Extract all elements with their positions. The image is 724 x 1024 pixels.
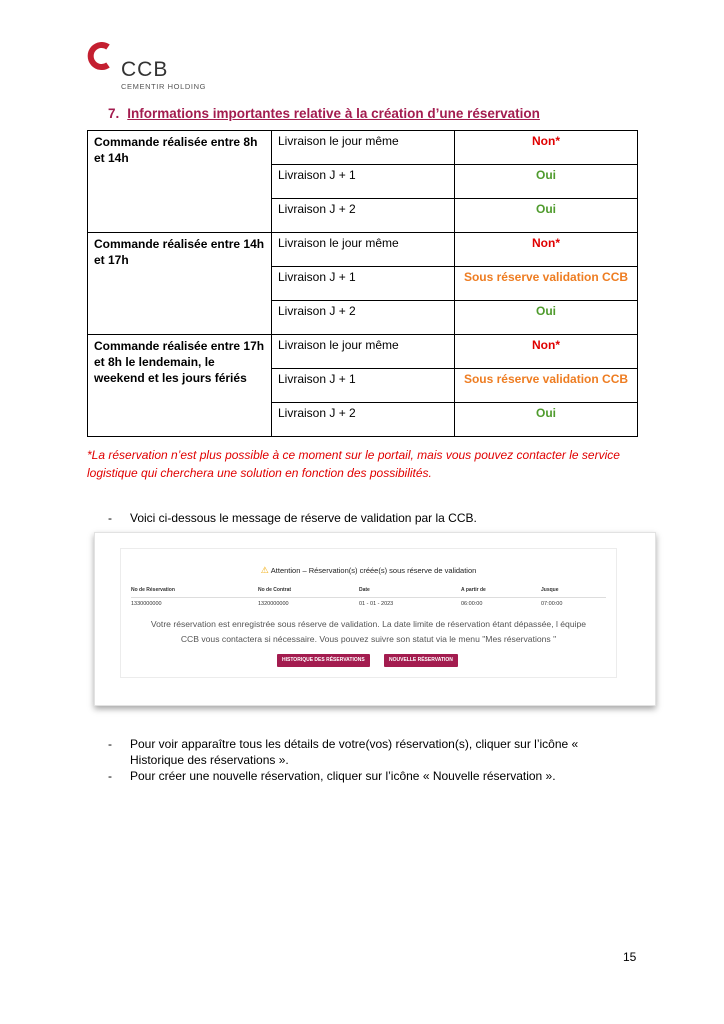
- card-title: [121, 565, 616, 576]
- delivery-cell: Livraison le jour même: [272, 131, 455, 165]
- delivery-cell: Livraison J + 2: [272, 199, 455, 233]
- delivery-cell: Livraison J + 2: [272, 403, 455, 437]
- table-row: [88, 335, 638, 369]
- column-header: Jusque: [541, 587, 559, 593]
- card-title-text: Attention – Réservation(s) créée(s) sous réserve de validation: [270, 566, 477, 575]
- result-cell: Oui: [455, 165, 638, 199]
- delivery-cell: Livraison J + 1: [272, 369, 455, 403]
- footnote: *La réservation n’est plus possible à ce moment sur le portail, mais vous pouvez contacter le service logistique qui cherchera une solution en fonction des possibilités.: [87, 448, 620, 480]
- delivery-cell: Livraison J + 2: [272, 301, 455, 335]
- delivery-cell: Livraison J + 1: [272, 267, 455, 301]
- bullet-dash: -: [108, 769, 112, 783]
- table-row: [88, 233, 638, 267]
- result-cell: Oui: [455, 301, 638, 335]
- reservation-rules-table: [87, 130, 638, 437]
- brand-name: CCB: [121, 58, 169, 81]
- column-header: A partir de: [461, 587, 486, 593]
- validation-card: [120, 548, 617, 678]
- warning-icon: ⚠: [260, 565, 269, 575]
- column-header: Date: [359, 587, 370, 593]
- bullet-text: Pour créer une nouvelle réservation, cliquer sur l’icône « Nouvelle réservation ».: [130, 769, 556, 783]
- condition-cell: Commande réalisée entre 14h et 17h: [88, 233, 272, 335]
- result-cell: Oui: [455, 403, 638, 437]
- ccb-logo: [86, 40, 226, 95]
- result-cell: Sous réserve validation CCB: [455, 267, 638, 301]
- history-reservations-button[interactable]: HISTORIQUE DES RÉSERVATIONS: [277, 654, 370, 667]
- validation-message: [121, 617, 616, 647]
- message-line: CCB vous contactera si nécessaire. Vous pouvez suivre son statut via le menu "Mes réservations ": [180, 634, 557, 644]
- reservation-number: 1330000000: [131, 601, 162, 607]
- ccb-logo-mark-icon: [86, 42, 114, 70]
- message-line: Votre réservation est enregistrée sous réserve de validation. La date limite de réservation étant dépassée, l équipe: [150, 619, 587, 629]
- brand-tagline: CEMENTIR HOLDING: [121, 82, 207, 91]
- column-header: No de Contrat: [258, 587, 292, 593]
- new-reservation-button[interactable]: NOUVELLE RÉSERVATION: [384, 654, 458, 667]
- result-cell: Non*: [455, 335, 638, 369]
- page-number: 15: [623, 950, 637, 964]
- result-cell: Oui: [455, 199, 638, 233]
- delivery-cell: Livraison le jour même: [272, 335, 455, 369]
- column-header: No de Réservation: [131, 587, 175, 593]
- reservation-date: 01 - 01 - 2023: [359, 601, 394, 607]
- result-cell: Non*: [455, 233, 638, 267]
- validation-message-screenshot: [94, 532, 656, 706]
- section-title-text: Informations importantes relative à la création d’une réservation: [127, 106, 540, 121]
- condition-cell: Commande réalisée entre 17h et 8h le lendemain, le weekend et les jours fériés: [88, 335, 272, 437]
- table-row: [88, 131, 638, 165]
- bullet-text: Pour voir apparaître tous les détails de votre(vos) réservation(s), cliquer sur l’icône « Historique des réservations ».: [130, 737, 579, 767]
- delivery-cell: Livraison le jour même: [272, 233, 455, 267]
- section-number: 7.: [108, 106, 120, 121]
- table-divider: [131, 597, 606, 598]
- result-cell: Sous réserve validation CCB: [455, 369, 638, 403]
- condition-cell: Commande réalisée entre 8h et 14h: [88, 131, 272, 233]
- delivery-cell: Livraison J + 1: [272, 165, 455, 199]
- end-time: 07:00:00: [541, 601, 563, 607]
- contract-number: 1320000000: [258, 601, 289, 607]
- bullet-dash: -: [108, 511, 112, 525]
- start-time: 06:00:00: [461, 601, 483, 607]
- bullet-dash: -: [108, 737, 112, 751]
- section-title: [108, 106, 540, 121]
- bullet-text: Voici ci-dessous le message de réserve de validation par la CCB.: [130, 511, 477, 525]
- result-cell: Non*: [455, 131, 638, 165]
